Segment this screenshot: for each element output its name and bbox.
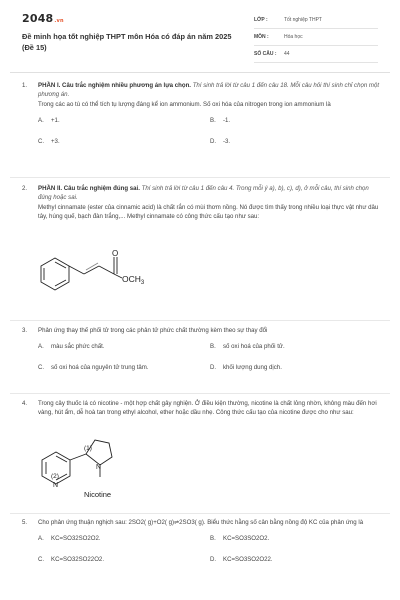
option-letter: B. [210, 117, 216, 125]
section-heading: PHẦN II. Câu trắc nghiệm đúng sai. [38, 185, 140, 192]
pyrrolidine-nitrogen-label: N [96, 464, 102, 471]
answer-options [38, 116, 382, 150]
label-2: (2) [51, 473, 59, 480]
question-number: 2. [22, 185, 28, 192]
option-text: màu sắc phức chất. [51, 343, 105, 351]
meta-value: Tốt nghiệp THPT [284, 17, 322, 23]
option-letter: D. [210, 364, 217, 372]
option-a[interactable] [38, 534, 101, 543]
option-d[interactable] [210, 363, 282, 372]
carbonyl-oxygen-label: O [112, 249, 119, 258]
option-letter: A. [38, 535, 44, 543]
question-body [38, 81, 382, 109]
document-title: Đề minh họa tốt nghiệp THPT môn Hóa có đáp án năm 2025 (Đề 15) [22, 32, 232, 52]
question-text: Methyl cinnamate (ester của cinnamic acid) là chất rắn có mùi thơm nồng. Nó được tìm thấy trong nhiều loại thực vật như dâu tây, húng quế, bạch đàn trắng,... Methyl cinnamate có công thức cấu tạo như sau: [38, 203, 379, 221]
meta-label: SỐ CÂU : [254, 51, 277, 57]
option-text: -3. [223, 138, 231, 146]
side-chain [69, 257, 122, 278]
methyl-cinnamate-structure [34, 248, 164, 302]
option-text: +1. [51, 117, 60, 125]
nicotine-structure [40, 434, 140, 504]
option-a[interactable] [38, 342, 105, 351]
question-body [38, 399, 382, 418]
meta-row-count [254, 48, 378, 63]
question-body [38, 184, 382, 222]
methoxy-label-main: OCH [122, 274, 141, 284]
site-logo[interactable] [22, 12, 64, 25]
benzene-ring [41, 258, 69, 290]
page-header [0, 0, 400, 68]
option-letter: D. [210, 556, 217, 564]
option-c[interactable] [38, 555, 104, 564]
option-letter: B. [210, 535, 216, 543]
option-letter: A. [38, 343, 44, 351]
option-c[interactable] [38, 363, 149, 372]
option-text: KC=SO3SO2O2. [223, 535, 270, 543]
meta-label: LỚP : [254, 17, 268, 23]
methoxy-label-subscript: 3 [140, 280, 145, 286]
logo-domain: .vn [54, 18, 64, 24]
section-instruction: Thí sinh trả lời từ câu 1 đến câu 4. Trong mỗi ý a), b), c), d), ở mỗi câu, thí sinh chọn đúng hoặc sai. [38, 185, 369, 202]
question-4 [22, 399, 382, 418]
option-text: KC=SO32SO2O2. [51, 535, 101, 543]
question-number: 1. [22, 82, 28, 89]
option-b[interactable] [210, 342, 285, 351]
option-letter: D. [210, 138, 217, 146]
option-d[interactable] [210, 555, 273, 564]
option-text: khối lượng dung dịch. [223, 364, 282, 372]
answer-options [38, 534, 382, 568]
question-divider [10, 513, 390, 514]
option-text: KC=SO3SO2O22. [223, 556, 273, 564]
question-text: Trong cây thuốc lá có nicotine - một hợp chất gây nghiện. Ở điều kiện thường, nicotine là chất lỏng nhờn, không màu đến hơi vàng, hút ẩm, dễ hoà tan trong ethyl alcohol, ether hoặc dầu nhẹ. Công thức cấu tạo của nicotine được cho như sau: [38, 400, 377, 417]
option-text: +3. [51, 138, 60, 146]
option-text: KC=SO32SO22O2. [51, 556, 105, 564]
question-2 [22, 184, 382, 222]
option-letter: C. [38, 138, 45, 146]
meta-row-class [254, 14, 378, 29]
option-d[interactable] [210, 137, 230, 146]
section-heading: PHẦN I. Câu trắc nghiệm nhiều phương án lựa chọn. [38, 82, 191, 89]
pyridine-nitrogen-label: N [53, 482, 59, 489]
question-5 [22, 518, 382, 568]
label-1: (1) [84, 445, 92, 452]
option-letter: C. [38, 364, 45, 372]
answer-options [38, 342, 382, 376]
question-body [38, 326, 382, 335]
question-1 [22, 81, 382, 150]
option-b[interactable] [210, 534, 269, 543]
meta-value: Hóa học [284, 34, 303, 40]
question-text: Cho phản ứng thuận nghịch sau: 2SO2( g)+O2( g)⇌2SO3( g). Biểu thức hằng số cân bằng nồng độ KC của phản ứng là [38, 519, 364, 526]
option-a[interactable] [38, 116, 60, 125]
logo-text: 2048 [22, 12, 54, 25]
option-letter: B. [210, 343, 216, 351]
option-b[interactable] [210, 116, 230, 125]
option-text: số oxi hoá của phối tử. [223, 343, 285, 351]
methoxy-label [122, 274, 145, 286]
meta-value: 44 [284, 51, 290, 57]
option-letter: A. [38, 117, 44, 125]
header-divider [10, 72, 390, 73]
option-text: số oxi hoá của nguyên tử trung tâm. [51, 364, 149, 372]
nicotine-caption: Nicotine [84, 490, 112, 499]
question-number: 4. [22, 400, 28, 407]
question-text: Trong các ao tù có thể tích tụ lượng đáng kể ion ammonium. Số oxi hóa của nitrogen trong ion ammonium là [38, 100, 331, 108]
question-divider [10, 177, 390, 178]
meta-row-subject [254, 31, 378, 46]
question-body [38, 518, 382, 527]
section-instruction: Thí sinh trả lời từ câu 1 đến câu 18. Mỗi câu hỏi thí sinh chỉ chọn một phương án. [38, 82, 380, 99]
question-divider [10, 393, 390, 394]
meta-label: MÔN : [254, 34, 269, 40]
question-3 [22, 326, 382, 376]
question-divider [10, 320, 390, 321]
option-letter: C. [38, 556, 45, 564]
option-text: -1. [223, 117, 231, 125]
question-text: Phản ứng thay thế phối tử trong các phản tử phức chất thường kèm theo sự thay đổi [38, 327, 268, 334]
question-number: 5. [22, 519, 28, 526]
document-meta [254, 14, 378, 65]
question-number: 3. [22, 327, 28, 334]
option-c[interactable] [38, 137, 60, 146]
